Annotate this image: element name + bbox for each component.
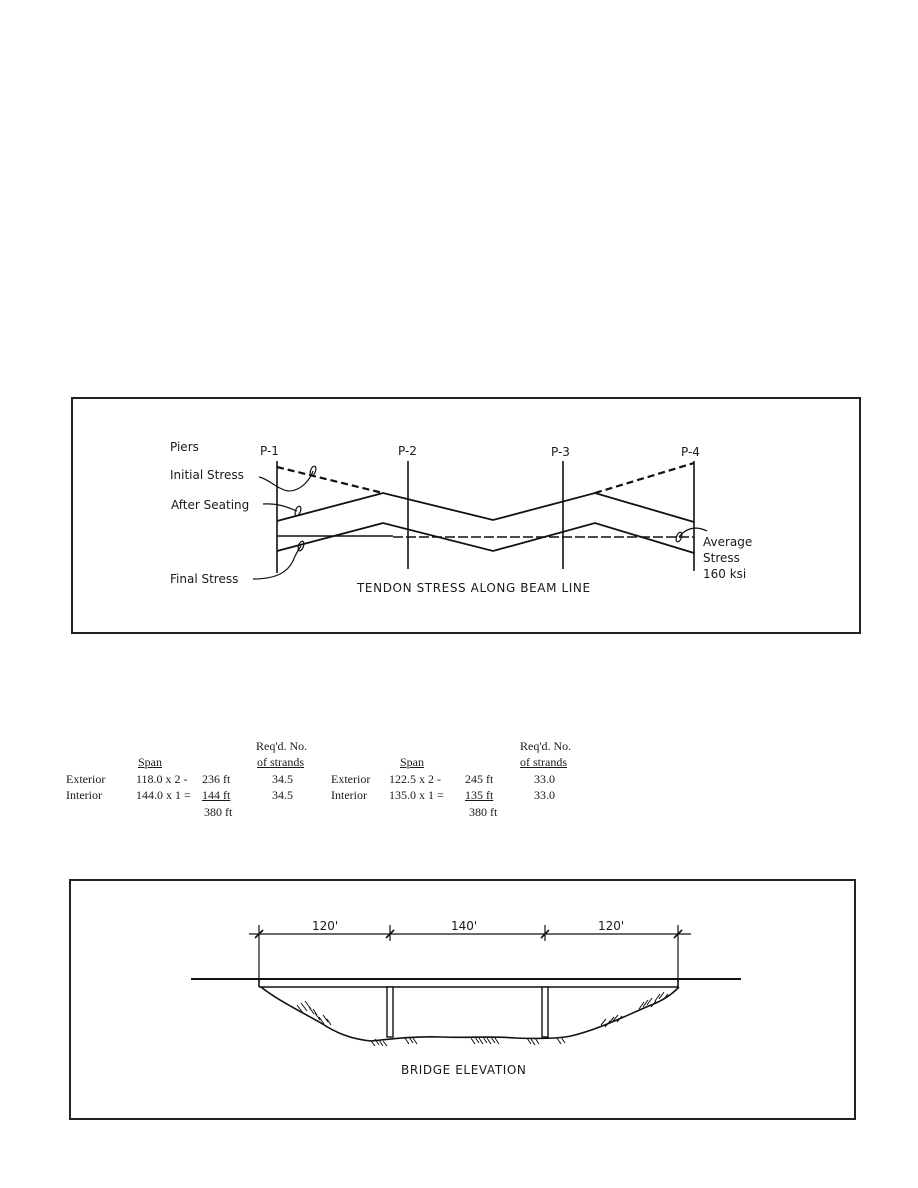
pier-label-p2: P-2 <box>398 444 417 458</box>
row-strands: 33.0 <box>534 772 555 786</box>
final-stress-line <box>277 523 694 553</box>
final-stress-label: Final Stress <box>170 572 239 586</box>
row-calc: 118.0 x 2 - <box>136 772 188 786</box>
initial-stress-line-left <box>277 467 383 493</box>
reqd-header-1: Req'd. No. <box>256 739 308 753</box>
row-strands: 33.0 <box>534 788 555 802</box>
row-type: Exterior <box>331 772 371 786</box>
tendon-stress-diagram <box>73 399 859 632</box>
reqd-header-2: of strands <box>520 755 567 769</box>
row-calc: 122.5 x 2 - <box>389 772 441 786</box>
span-label-2: 140' <box>451 919 478 933</box>
row-type: Interior <box>66 788 102 802</box>
bridge-figure-title: BRIDGE ELEVATION <box>401 1063 527 1077</box>
pier-label-p3: P-3 <box>551 445 570 459</box>
initial-stress-label: Initial Stress <box>170 468 244 482</box>
row-strands: 34.5 <box>272 772 293 786</box>
initial-stress-line-right <box>595 463 694 493</box>
span-label-3: 120' <box>598 919 625 933</box>
reqd-header-2: of strands <box>257 755 304 769</box>
row-strands: 34.5 <box>272 788 293 802</box>
span-header: Span <box>400 755 424 769</box>
piers-label: Piers <box>170 440 199 454</box>
total-length: 380 ft <box>469 805 498 819</box>
row-calc: 135.0 x 1 = <box>389 788 444 802</box>
pier-2 <box>387 987 393 1037</box>
pier-label-p4: P-4 <box>681 445 700 459</box>
row-type: Interior <box>331 788 367 802</box>
bridge-elevation-figure <box>69 879 856 1120</box>
after-seating-line <box>277 493 694 522</box>
span-header: Span <box>138 755 162 769</box>
bridge-elevation-diagram <box>71 881 854 1118</box>
row-length: 245 ft <box>465 772 494 786</box>
tendon-figure-title: TENDON STRESS ALONG BEAM LINE <box>357 581 591 595</box>
average-stress-label-3: 160 ksi <box>703 567 747 581</box>
after-seating-leader <box>263 504 297 511</box>
average-stress-label-2: Stress <box>703 551 740 565</box>
ground-profile <box>261 987 679 1041</box>
total-length: 380 ft <box>204 805 233 819</box>
row-length: 135 ft <box>465 788 494 802</box>
row-calc: 144.0 x 1 = <box>136 788 191 802</box>
row-length: 144 ft <box>202 788 231 802</box>
strand-table-right <box>331 738 591 828</box>
reqd-header-1: Req'd. No. <box>520 739 572 753</box>
row-length: 236 ft <box>202 772 231 786</box>
row-type: Exterior <box>66 772 106 786</box>
pier-3 <box>542 987 548 1037</box>
span-label-1: 120' <box>312 919 339 933</box>
pier-label-p1: P-1 <box>260 444 279 458</box>
tendon-stress-figure <box>71 397 861 634</box>
after-seating-label: After Seating <box>171 498 250 512</box>
average-stress-label-1: Average <box>703 535 753 549</box>
strand-table-left <box>66 738 326 828</box>
